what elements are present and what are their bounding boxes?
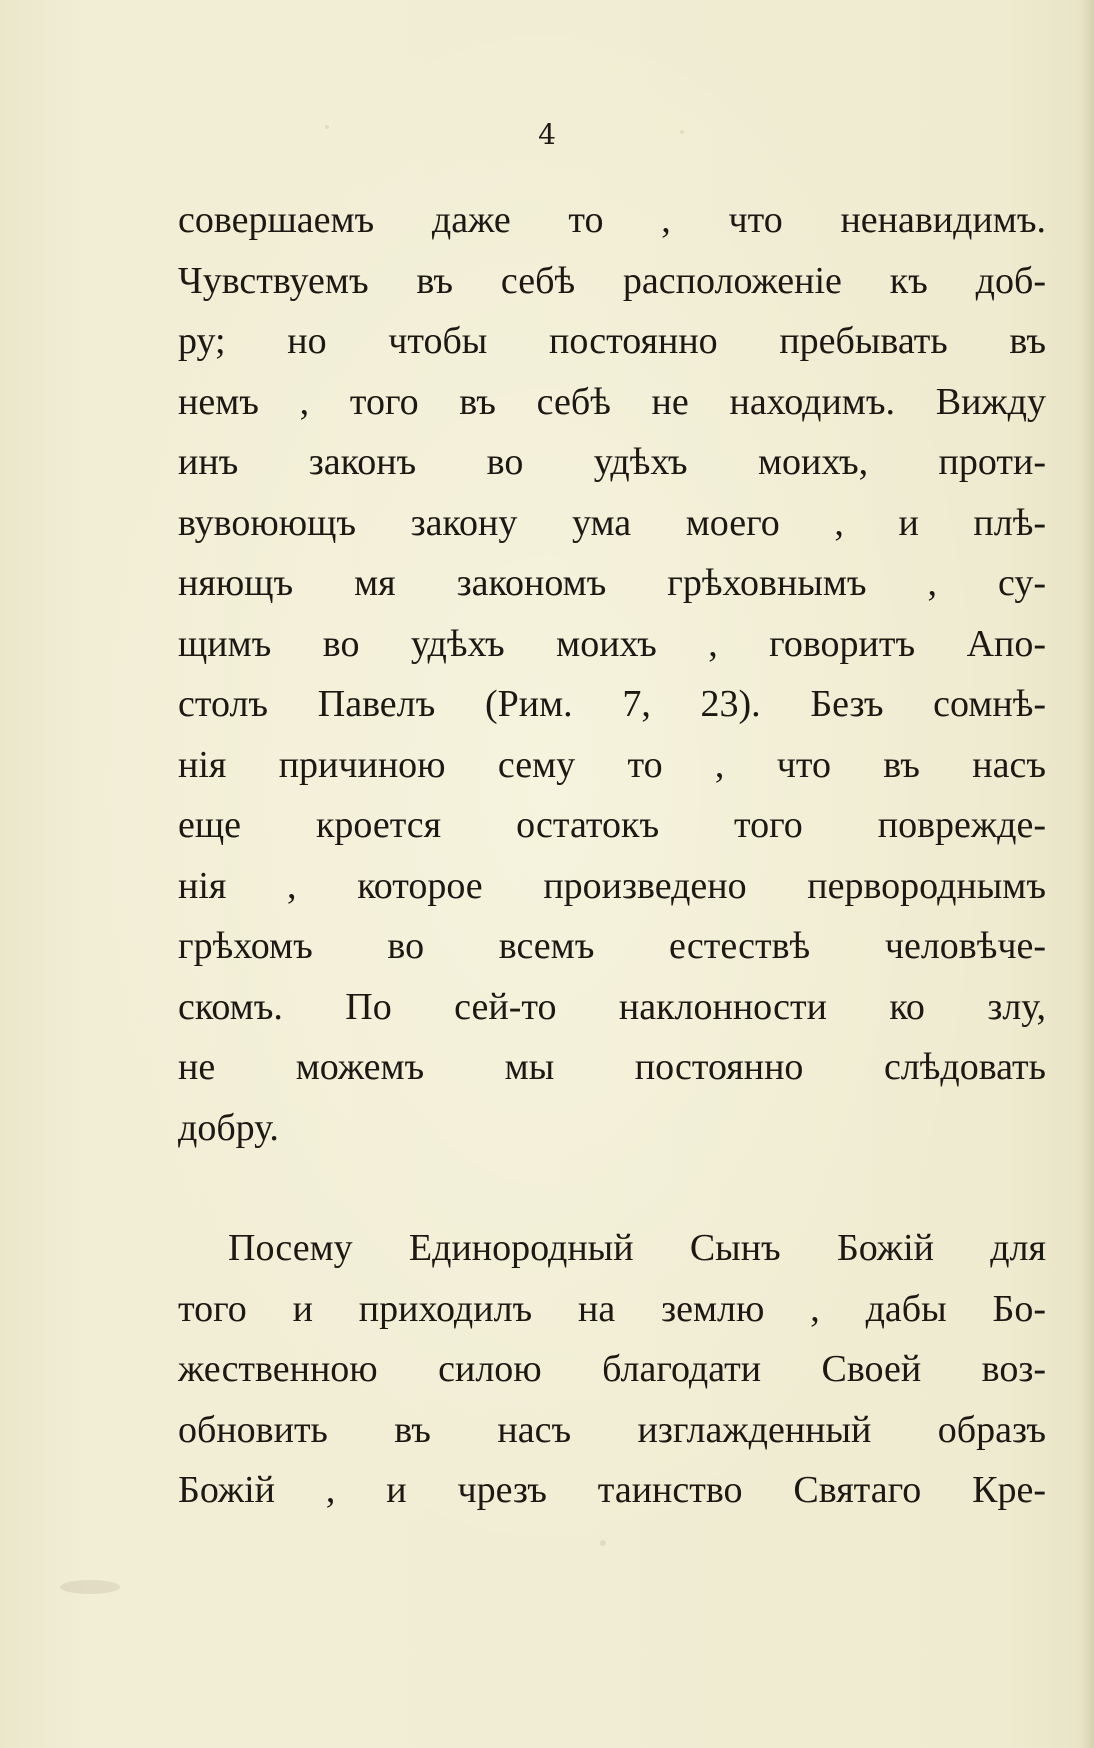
text-line: Посему Единородный Сынъ Божій для (228, 1227, 1046, 1269)
text-line: вувоюющъ закону ума моего , и плѣ- (178, 501, 1046, 544)
text-line: грѣхомъ во всемъ естествѣ человѣче- (178, 925, 1046, 967)
text-line: нія , которое произведено первороднымъ (178, 864, 1046, 907)
text-line: инъ законъ во удѣхъ моихъ, проти- (178, 441, 1046, 483)
text-line: совершаемъ даже то , что ненавидимъ. (178, 199, 1046, 241)
text-line: Чувствуемъ въ себѣ расположеніе къ доб- (178, 259, 1046, 302)
text-line: ру; но чтобы постоянно пребывать въ (178, 320, 1046, 362)
text-line: еще кроется остатокъ того поврежде- (178, 804, 1046, 846)
text-line: того и приходилъ на землю , дабы Бо- (178, 1287, 1046, 1330)
text-line: немъ , того въ себѣ не находимъ. Вижду (178, 380, 1046, 423)
text-line: Божій , и чрезъ таинство Святаго Кре- (178, 1469, 1046, 1511)
text-line: не можемъ мы постоянно слѣдовать (178, 1046, 1046, 1088)
paragraph-2 (178, 1218, 1046, 1521)
paragraph-1 (178, 190, 1046, 1158)
text-line: столъ Павелъ (Рим. 7, 23). Безъ сомнѣ- (178, 683, 1046, 725)
text-line: щимъ во удѣхъ моихъ , говоритъ Апо- (178, 622, 1046, 665)
page-number: 4 (538, 118, 556, 151)
text-line: нія причиною сему то , что въ насъ (178, 743, 1046, 786)
text-line: скомъ. По сей-то наклонности ко злу, (178, 985, 1046, 1028)
text-line: жественною силою благодати Своей воз- (178, 1348, 1046, 1390)
text-line: обновить въ насъ изглажденный образъ (178, 1408, 1046, 1451)
paper-stain (600, 1540, 606, 1546)
text-line: добру. (178, 1106, 279, 1149)
paper-stain (60, 1580, 120, 1594)
text-line: няющъ мя закономъ грѣховнымъ , су- (178, 562, 1046, 604)
page-edge-shadow (1080, 0, 1094, 1748)
